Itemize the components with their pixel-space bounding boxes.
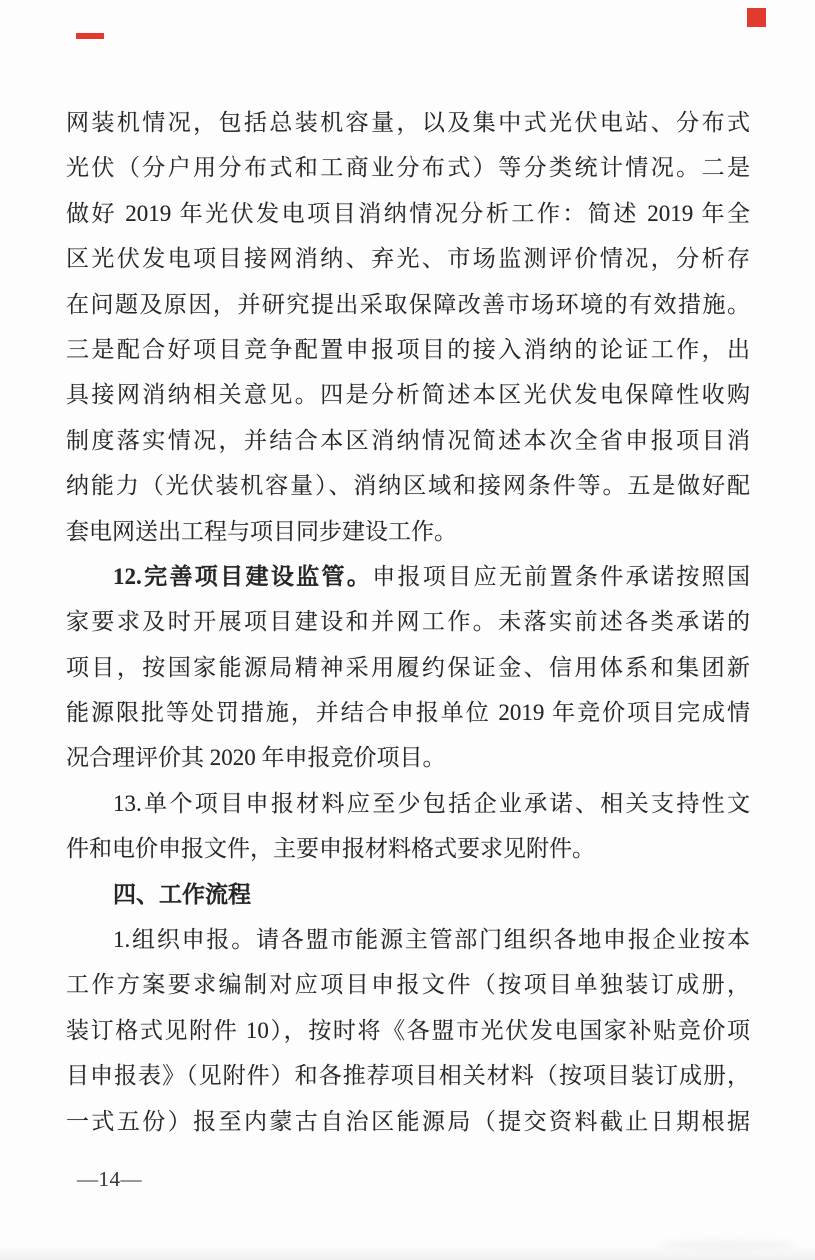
- text-line: 做好 2019 年光伏发电项目消纳情况分析工作：简述 2019 年全: [66, 200, 750, 226]
- text-line: 13.单个项目申报材料应至少包括企业承诺、相关支持性文: [113, 790, 750, 816]
- text-line: 纳能力（光伏装机容量）、消纳区域和接网条件等。五是做好配: [66, 473, 750, 499]
- text-line: 套电网送出工程与项目同步建设工作。: [66, 518, 457, 544]
- text-line: 1.组织申报。请各盟市能源主管部门组织各地申报企业按本: [113, 927, 750, 953]
- text-line: 目申报表》（见附件）和各推荐项目相关材料（按项目装订成册，: [66, 1063, 750, 1089]
- text-line: 三是配合好项目竞争配置申报项目的接入消纳的论证工作，出: [66, 336, 750, 362]
- red-square-mark: [747, 8, 766, 27]
- text-line: 装订格式见附件 10），按时将《各盟市光伏发电国家补贴竞价项: [66, 1017, 750, 1043]
- text-line: 区光伏发电项目接网消纳、弃光、市场监测评价情况，分析存: [66, 246, 750, 272]
- document-body: [66, 100, 750, 1144]
- text-line: 在问题及原因，并研究提出采取保障改善市场环境的有效措施。: [66, 291, 750, 317]
- text-line: 具接网消纳相关意见。四是分析简述本区光伏发电保障性收购: [66, 382, 750, 408]
- text-line-bold-lead: 12.完善项目建设监管。: [113, 563, 373, 589]
- text-line: 光伏（分户用分布式和工商业分布式）等分类统计情况。二是: [66, 155, 750, 181]
- page-number: —14—: [77, 1167, 142, 1191]
- text-line: 12.完善项目建设监管。申报项目应无前置条件承诺按照国: [113, 563, 750, 589]
- text-line: 工作方案要求编制对应项目申报文件（按项目单独装订成册，: [66, 972, 750, 998]
- text-line: 况合理评价其 2020 年申报竞价项目。: [66, 745, 446, 771]
- text-line: 家要求及时开展项目建设和并网工作。未落实前述各类承诺的: [66, 609, 750, 635]
- scan-edge-shadow: [0, 1246, 815, 1260]
- text-line: 网装机情况，包括总装机容量，以及集中式光伏电站、分布式: [66, 110, 750, 135]
- text-line: 制度落实情况，并结合本区消纳情况简述本次全省申报项目消: [66, 427, 750, 453]
- text-line: 一式五份）报至内蒙古自治区能源局（提交资料截止日期根据: [66, 1108, 750, 1134]
- text-line: 项目，按国家能源局精神采用履约保证金、信用体系和集团新: [66, 654, 750, 680]
- red-dash-mark: [76, 33, 104, 39]
- text-line: 件和电价申报文件，主要申报材料格式要求见附件。: [66, 836, 595, 862]
- text-line: 能源限批等处罚措施，并结合申报单位 2019 年竞价项目完成情: [66, 700, 750, 726]
- text-line: 四、工作流程: [113, 881, 251, 907]
